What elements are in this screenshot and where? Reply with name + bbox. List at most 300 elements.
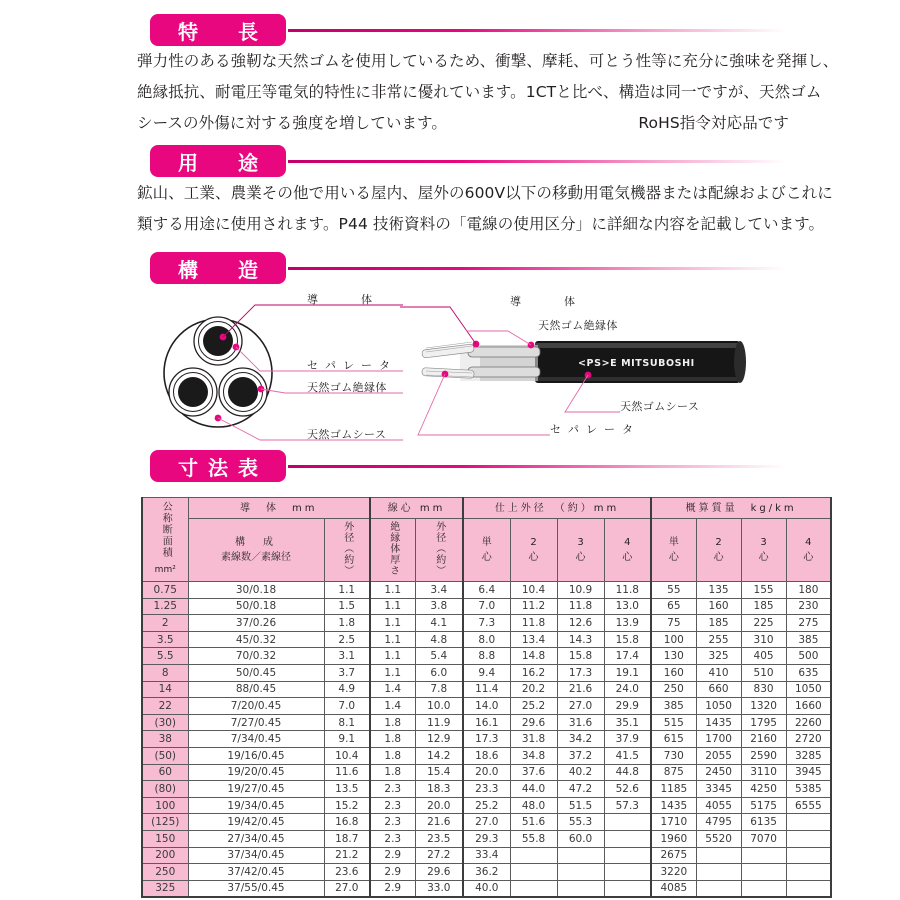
cell-od-1core: 16.1	[463, 714, 510, 731]
col-header-w-3core: 3 心	[741, 519, 786, 582]
cell-core-od: 14.2	[415, 747, 463, 764]
cell-weight-3core: 2160	[741, 731, 786, 748]
section-header-dimensions	[150, 450, 786, 482]
cell-od-2core: 11.8	[510, 615, 557, 632]
col-group-weight: 概算質量 kg/km	[651, 498, 831, 519]
cable-print-label: <PS>E MITSUBOSHI	[578, 358, 695, 369]
cell-od-3core: 17.3	[557, 664, 604, 681]
cell-weight-2core: 1435	[696, 714, 741, 731]
cell-weight-1core: 160	[651, 664, 696, 681]
cell-od-4core: 19.1	[604, 664, 651, 681]
cell-conductor-od: 10.4	[324, 747, 370, 764]
cell-weight-1core: 1960	[651, 830, 696, 847]
col-group-conductor: 導 体 mm	[188, 498, 370, 519]
cell-od-3core: 31.6	[557, 714, 604, 731]
col-header-area: 公称断面積 mm²	[142, 498, 188, 582]
table-row	[142, 698, 831, 715]
cell-nominal-area: 1.25	[142, 598, 188, 615]
cell-nominal-area: (30)	[142, 714, 188, 731]
cell-core-od: 27.2	[415, 847, 463, 864]
cell-core-od: 10.0	[415, 698, 463, 715]
cell-composition: 19/16/0.45	[188, 747, 324, 764]
cell-weight-4core	[786, 880, 831, 897]
cell-core-od: 4.8	[415, 631, 463, 648]
section-title-structure: 構 造	[150, 252, 286, 284]
table-row	[142, 797, 831, 814]
cell-conductor-od: 16.8	[324, 814, 370, 831]
cell-composition: 19/34/0.45	[188, 797, 324, 814]
cell-nominal-area: (125)	[142, 814, 188, 831]
cell-core-od: 29.6	[415, 864, 463, 881]
col-header-od-2core: 2 心	[510, 519, 557, 582]
cell-conductor-od: 8.1	[324, 714, 370, 731]
table-row	[142, 781, 831, 798]
cell-od-1core: 7.3	[463, 615, 510, 632]
table-head	[142, 498, 831, 582]
cell-composition: 27/34/0.45	[188, 830, 324, 847]
cell-insulation-thickness: 1.8	[370, 714, 415, 731]
cell-od-3core: 60.0	[557, 830, 604, 847]
cell-core-od: 11.9	[415, 714, 463, 731]
cell-od-1core: 14.0	[463, 698, 510, 715]
col-header-w-2core: 2 心	[696, 519, 741, 582]
cell-weight-1core: 615	[651, 731, 696, 748]
structure-diagram	[150, 285, 790, 445]
cell-od-2core: 34.8	[510, 747, 557, 764]
col-header-w-1core: 単 心	[651, 519, 696, 582]
section-rule	[288, 465, 786, 468]
label-separator-left: セパレータ	[307, 359, 397, 372]
cell-core-od: 15.4	[415, 764, 463, 781]
cell-nominal-area: 22	[142, 698, 188, 715]
cell-od-3core: 51.5	[557, 797, 604, 814]
cell-weight-3core: 405	[741, 648, 786, 665]
cell-weight-2core: 1700	[696, 731, 741, 748]
cell-od-2core: 11.2	[510, 598, 557, 615]
cell-weight-1core: 75	[651, 615, 696, 632]
cell-insulation-thickness: 2.3	[370, 830, 415, 847]
cell-weight-2core: 255	[696, 631, 741, 648]
cell-od-1core: 11.4	[463, 681, 510, 698]
cell-weight-3core: 1795	[741, 714, 786, 731]
cell-od-4core: 13.9	[604, 615, 651, 632]
cell-weight-4core: 2720	[786, 731, 831, 748]
cell-conductor-od: 15.2	[324, 797, 370, 814]
cell-insulation-thickness: 2.3	[370, 797, 415, 814]
cell-od-4core: 44.8	[604, 764, 651, 781]
features-line-3: シースの外傷に対する強度を増しています。	[137, 114, 447, 132]
cell-od-3core	[557, 847, 604, 864]
cell-composition: 88/0.45	[188, 681, 324, 698]
cell-weight-4core: 275	[786, 615, 831, 632]
cell-weight-1core: 1185	[651, 781, 696, 798]
cell-nominal-area: 5.5	[142, 648, 188, 665]
features-body	[137, 46, 839, 139]
table-row	[142, 648, 831, 665]
cell-od-4core: 15.8	[604, 631, 651, 648]
cell-od-1core: 9.4	[463, 664, 510, 681]
col-header-od-4core: 4 心	[604, 519, 651, 582]
table-row	[142, 764, 831, 781]
cell-od-1core: 8.8	[463, 648, 510, 665]
label-separator-right: セパレータ	[550, 423, 640, 436]
cell-composition: 19/20/0.45	[188, 764, 324, 781]
table-row	[142, 847, 831, 864]
cell-weight-1core: 100	[651, 631, 696, 648]
uses-line-1: 鉱山、工業、農業その他で用いる屋内、屋外の600V以下の移動用電気機器または配線およびこれに	[137, 184, 833, 202]
cell-od-3core: 55.3	[557, 814, 604, 831]
cell-nominal-area: 250	[142, 864, 188, 881]
cell-conductor-od: 9.1	[324, 731, 370, 748]
cell-insulation-thickness: 1.1	[370, 598, 415, 615]
table-row	[142, 631, 831, 648]
cell-od-3core: 11.8	[557, 598, 604, 615]
cell-weight-3core: 2590	[741, 747, 786, 764]
cell-od-3core	[557, 864, 604, 881]
cell-insulation-thickness: 2.9	[370, 847, 415, 864]
cell-od-4core: 57.3	[604, 797, 651, 814]
table-row	[142, 814, 831, 831]
cell-weight-4core	[786, 814, 831, 831]
cell-weight-2core	[696, 864, 741, 881]
table-row	[142, 747, 831, 764]
cell-weight-4core: 1660	[786, 698, 831, 715]
cell-core-od: 18.3	[415, 781, 463, 798]
cell-insulation-thickness: 2.9	[370, 880, 415, 897]
cell-core-od: 5.4	[415, 648, 463, 665]
table-row	[142, 664, 831, 681]
cell-nominal-area: 150	[142, 830, 188, 847]
cell-od-2core	[510, 880, 557, 897]
section-header-uses	[150, 145, 786, 177]
cell-od-4core: 35.1	[604, 714, 651, 731]
cell-nominal-area: 14	[142, 681, 188, 698]
col-header-conductor-od: 外径（約）	[324, 519, 370, 582]
cell-conductor-od: 18.7	[324, 830, 370, 847]
cell-composition: 37/0.26	[188, 615, 324, 632]
table-row	[142, 830, 831, 847]
cell-weight-2core	[696, 880, 741, 897]
cell-composition: 70/0.32	[188, 648, 324, 665]
cell-od-4core	[604, 830, 651, 847]
table-row	[142, 598, 831, 615]
cell-od-3core: 27.0	[557, 698, 604, 715]
cell-insulation-thickness: 1.8	[370, 731, 415, 748]
cell-od-3core: 21.6	[557, 681, 604, 698]
cell-weight-2core	[696, 847, 741, 864]
cell-od-2core: 55.8	[510, 830, 557, 847]
cell-weight-2core: 2450	[696, 764, 741, 781]
cell-nominal-area: 200	[142, 847, 188, 864]
cell-composition: 30/0.18	[188, 582, 324, 599]
cell-weight-1core: 130	[651, 648, 696, 665]
cell-conductor-od: 13.5	[324, 781, 370, 798]
cell-weight-4core	[786, 864, 831, 881]
cell-conductor-od: 1.1	[324, 582, 370, 599]
cell-core-od: 4.1	[415, 615, 463, 632]
cell-conductor-od: 23.6	[324, 864, 370, 881]
table-row	[142, 714, 831, 731]
table-sub-header-row	[142, 519, 831, 582]
cell-core-od: 3.8	[415, 598, 463, 615]
section-title-uses: 用 途	[150, 145, 286, 177]
cell-od-1core: 40.0	[463, 880, 510, 897]
rohs-note: RoHS指令対応品です	[638, 114, 789, 132]
cell-weight-2core: 2055	[696, 747, 741, 764]
cell-od-4core: 52.6	[604, 781, 651, 798]
cell-weight-3core: 1320	[741, 698, 786, 715]
cell-weight-4core: 3945	[786, 764, 831, 781]
cell-nominal-area: 38	[142, 731, 188, 748]
cell-od-3core: 15.8	[557, 648, 604, 665]
cell-weight-3core: 6135	[741, 814, 786, 831]
cell-composition: 45/0.32	[188, 631, 324, 648]
cell-od-3core: 34.2	[557, 731, 604, 748]
cell-composition: 50/0.45	[188, 664, 324, 681]
cell-conductor-od: 3.7	[324, 664, 370, 681]
label-sheath-left: 天然ゴムシース	[307, 428, 387, 441]
cell-weight-2core: 185	[696, 615, 741, 632]
cell-od-2core: 29.6	[510, 714, 557, 731]
cell-weight-1core: 515	[651, 714, 696, 731]
uses-body	[137, 178, 833, 240]
cell-od-3core: 10.9	[557, 582, 604, 599]
cell-weight-4core	[786, 830, 831, 847]
cell-od-1core: 20.0	[463, 764, 510, 781]
cell-weight-3core: 310	[741, 631, 786, 648]
cell-nominal-area: 60	[142, 764, 188, 781]
section-rule	[288, 29, 786, 32]
cell-od-1core: 33.4	[463, 847, 510, 864]
cell-insulation-thickness: 2.3	[370, 781, 415, 798]
features-line-2: 絶縁抵抗、耐電圧等電気的特性に非常に優れています。1CTと比べ、構造は同一ですが、天然ゴム	[137, 83, 822, 101]
cell-weight-1core: 3220	[651, 864, 696, 881]
cell-od-1core: 29.3	[463, 830, 510, 847]
cell-weight-1core: 65	[651, 598, 696, 615]
label-insulator-left: 天然ゴム絶縁体	[307, 381, 387, 394]
section-header-structure	[150, 252, 786, 284]
table-group-header-row	[142, 498, 831, 519]
dimensions-table-wrap	[141, 497, 822, 898]
cell-od-4core: 37.9	[604, 731, 651, 748]
section-header-features	[150, 14, 786, 46]
cell-weight-3core: 3110	[741, 764, 786, 781]
cell-weight-4core: 5385	[786, 781, 831, 798]
cell-weight-2core: 3345	[696, 781, 741, 798]
section-title-features: 特 長	[150, 14, 286, 46]
cell-weight-4core: 2260	[786, 714, 831, 731]
cell-od-2core	[510, 847, 557, 864]
cell-od-1core: 6.4	[463, 582, 510, 599]
cell-insulation-thickness: 2.3	[370, 814, 415, 831]
cell-nominal-area: (80)	[142, 781, 188, 798]
cell-weight-3core: 185	[741, 598, 786, 615]
cell-core-od: 20.0	[415, 797, 463, 814]
cell-core-od: 21.6	[415, 814, 463, 831]
cell-weight-4core: 230	[786, 598, 831, 615]
col-header-core-od: 外径（約）	[415, 519, 463, 582]
cell-insulation-thickness: 1.1	[370, 664, 415, 681]
cell-od-3core: 14.3	[557, 631, 604, 648]
cell-od-2core: 44.0	[510, 781, 557, 798]
cell-weight-2core: 660	[696, 681, 741, 698]
cell-conductor-od: 3.1	[324, 648, 370, 665]
cell-od-2core: 37.6	[510, 764, 557, 781]
cell-od-1core: 25.2	[463, 797, 510, 814]
cell-insulation-thickness: 1.8	[370, 747, 415, 764]
cell-od-1core: 23.3	[463, 781, 510, 798]
cell-od-3core	[557, 880, 604, 897]
cell-od-2core: 25.2	[510, 698, 557, 715]
cell-conductor-od: 11.6	[324, 764, 370, 781]
cell-od-3core: 12.6	[557, 615, 604, 632]
cell-od-2core: 10.4	[510, 582, 557, 599]
cell-conductor-od: 21.2	[324, 847, 370, 864]
cell-weight-1core: 4085	[651, 880, 696, 897]
cell-core-od: 7.8	[415, 681, 463, 698]
cell-weight-2core: 410	[696, 664, 741, 681]
cell-composition: 7/27/0.45	[188, 714, 324, 731]
features-line-3-row	[137, 108, 789, 139]
table-body	[142, 582, 831, 898]
cell-composition: 37/42/0.45	[188, 864, 324, 881]
section-rule	[288, 160, 786, 163]
cell-od-4core: 13.0	[604, 598, 651, 615]
cell-od-2core: 51.6	[510, 814, 557, 831]
cell-od-2core: 13.4	[510, 631, 557, 648]
cell-weight-2core: 4055	[696, 797, 741, 814]
cell-weight-1core: 55	[651, 582, 696, 599]
label-insulator-right: 天然ゴム絶縁体	[538, 319, 618, 332]
cell-weight-4core: 1050	[786, 681, 831, 698]
cell-weight-4core	[786, 847, 831, 864]
col-header-od-3core: 3 心	[557, 519, 604, 582]
cell-od-3core: 40.2	[557, 764, 604, 781]
col-group-core: 線心 mm	[370, 498, 463, 519]
cell-od-4core: 29.9	[604, 698, 651, 715]
cell-weight-1core: 250	[651, 681, 696, 698]
col-header-w-4core: 4 心	[786, 519, 831, 582]
cell-nominal-area: (50)	[142, 747, 188, 764]
cell-weight-4core: 180	[786, 582, 831, 599]
cell-core-od: 6.0	[415, 664, 463, 681]
cell-insulation-thickness: 1.1	[370, 631, 415, 648]
cell-od-1core: 27.0	[463, 814, 510, 831]
cell-weight-4core: 500	[786, 648, 831, 665]
cell-od-1core: 8.0	[463, 631, 510, 648]
cell-weight-1core: 385	[651, 698, 696, 715]
label-conductor-right: 導 体	[510, 295, 582, 308]
col-group-finished-od: 仕上外径 （約）mm	[463, 498, 651, 519]
cell-od-4core	[604, 814, 651, 831]
table-row	[142, 582, 831, 599]
cell-weight-4core: 385	[786, 631, 831, 648]
dimensions-table	[141, 497, 832, 898]
section-title-dimensions: 寸法表	[150, 450, 286, 482]
cell-weight-2core: 4795	[696, 814, 741, 831]
cell-insulation-thickness: 1.1	[370, 582, 415, 599]
cell-od-4core: 24.0	[604, 681, 651, 698]
cell-weight-4core: 635	[786, 664, 831, 681]
cell-weight-3core	[741, 847, 786, 864]
cell-core-od: 23.5	[415, 830, 463, 847]
cell-od-3core: 37.2	[557, 747, 604, 764]
cell-conductor-od: 4.9	[324, 681, 370, 698]
cell-weight-2core: 325	[696, 648, 741, 665]
cell-insulation-thickness: 1.1	[370, 615, 415, 632]
cell-weight-3core: 830	[741, 681, 786, 698]
cell-insulation-thickness: 1.4	[370, 681, 415, 698]
cell-nominal-area: 8	[142, 664, 188, 681]
cell-weight-1core: 2675	[651, 847, 696, 864]
cell-weight-1core: 875	[651, 764, 696, 781]
col-header-insulation-thickness: 絶縁体厚さ	[370, 519, 415, 582]
uses-line-2: 類する用途に使用されます。P44 技術資料の「電線の使用区分」に詳細な内容を記載しています。	[137, 215, 825, 233]
cell-od-1core: 17.3	[463, 731, 510, 748]
cell-insulation-thickness: 2.9	[370, 864, 415, 881]
cell-od-1core: 36.2	[463, 864, 510, 881]
cell-weight-2core: 5520	[696, 830, 741, 847]
cell-conductor-od: 7.0	[324, 698, 370, 715]
features-line-1: 弾力性のある強靭な天然ゴムを使用しているため、衝撃、摩耗、可とう性等に充分に強味を発揮し、	[137, 52, 839, 70]
col-header-composition: 構 成 素線数／素線径	[188, 519, 324, 582]
cell-weight-1core: 730	[651, 747, 696, 764]
cell-weight-4core: 3285	[786, 747, 831, 764]
cell-composition: 7/34/0.45	[188, 731, 324, 748]
label-conductor-left: 導 体	[307, 293, 379, 306]
cell-od-4core	[604, 847, 651, 864]
cell-composition: 7/20/0.45	[188, 698, 324, 715]
cell-od-4core: 17.4	[604, 648, 651, 665]
cell-nominal-area: 100	[142, 797, 188, 814]
cell-composition: 19/27/0.45	[188, 781, 324, 798]
cell-weight-1core: 1435	[651, 797, 696, 814]
cell-weight-1core: 1710	[651, 814, 696, 831]
cell-conductor-od: 1.5	[324, 598, 370, 615]
cell-composition: 19/42/0.45	[188, 814, 324, 831]
cell-core-od: 12.9	[415, 731, 463, 748]
cell-od-2core: 14.8	[510, 648, 557, 665]
cell-core-od: 33.0	[415, 880, 463, 897]
cell-weight-2core: 135	[696, 582, 741, 599]
cell-weight-3core: 155	[741, 582, 786, 599]
cell-od-4core	[604, 864, 651, 881]
cell-insulation-thickness: 1.8	[370, 764, 415, 781]
cell-od-1core: 18.6	[463, 747, 510, 764]
cell-weight-2core: 160	[696, 598, 741, 615]
cell-composition: 37/55/0.45	[188, 880, 324, 897]
cell-weight-3core	[741, 864, 786, 881]
table-row	[142, 864, 831, 881]
cell-od-4core: 11.8	[604, 582, 651, 599]
cell-insulation-thickness: 1.1	[370, 648, 415, 665]
table-row	[142, 681, 831, 698]
section-rule	[288, 267, 786, 270]
cell-od-2core: 20.2	[510, 681, 557, 698]
cell-od-2core: 31.8	[510, 731, 557, 748]
cell-weight-3core: 5175	[741, 797, 786, 814]
label-sheath-right: 天然ゴムシース	[620, 400, 700, 413]
structure-diagram-svg	[150, 285, 790, 445]
cell-conductor-od: 1.8	[324, 615, 370, 632]
cell-weight-3core: 225	[741, 615, 786, 632]
col-header-od-1core: 単 心	[463, 519, 510, 582]
cell-od-4core	[604, 880, 651, 897]
cell-od-4core: 41.5	[604, 747, 651, 764]
cell-nominal-area: 325	[142, 880, 188, 897]
cell-core-od: 3.4	[415, 582, 463, 599]
cell-od-1core: 7.0	[463, 598, 510, 615]
